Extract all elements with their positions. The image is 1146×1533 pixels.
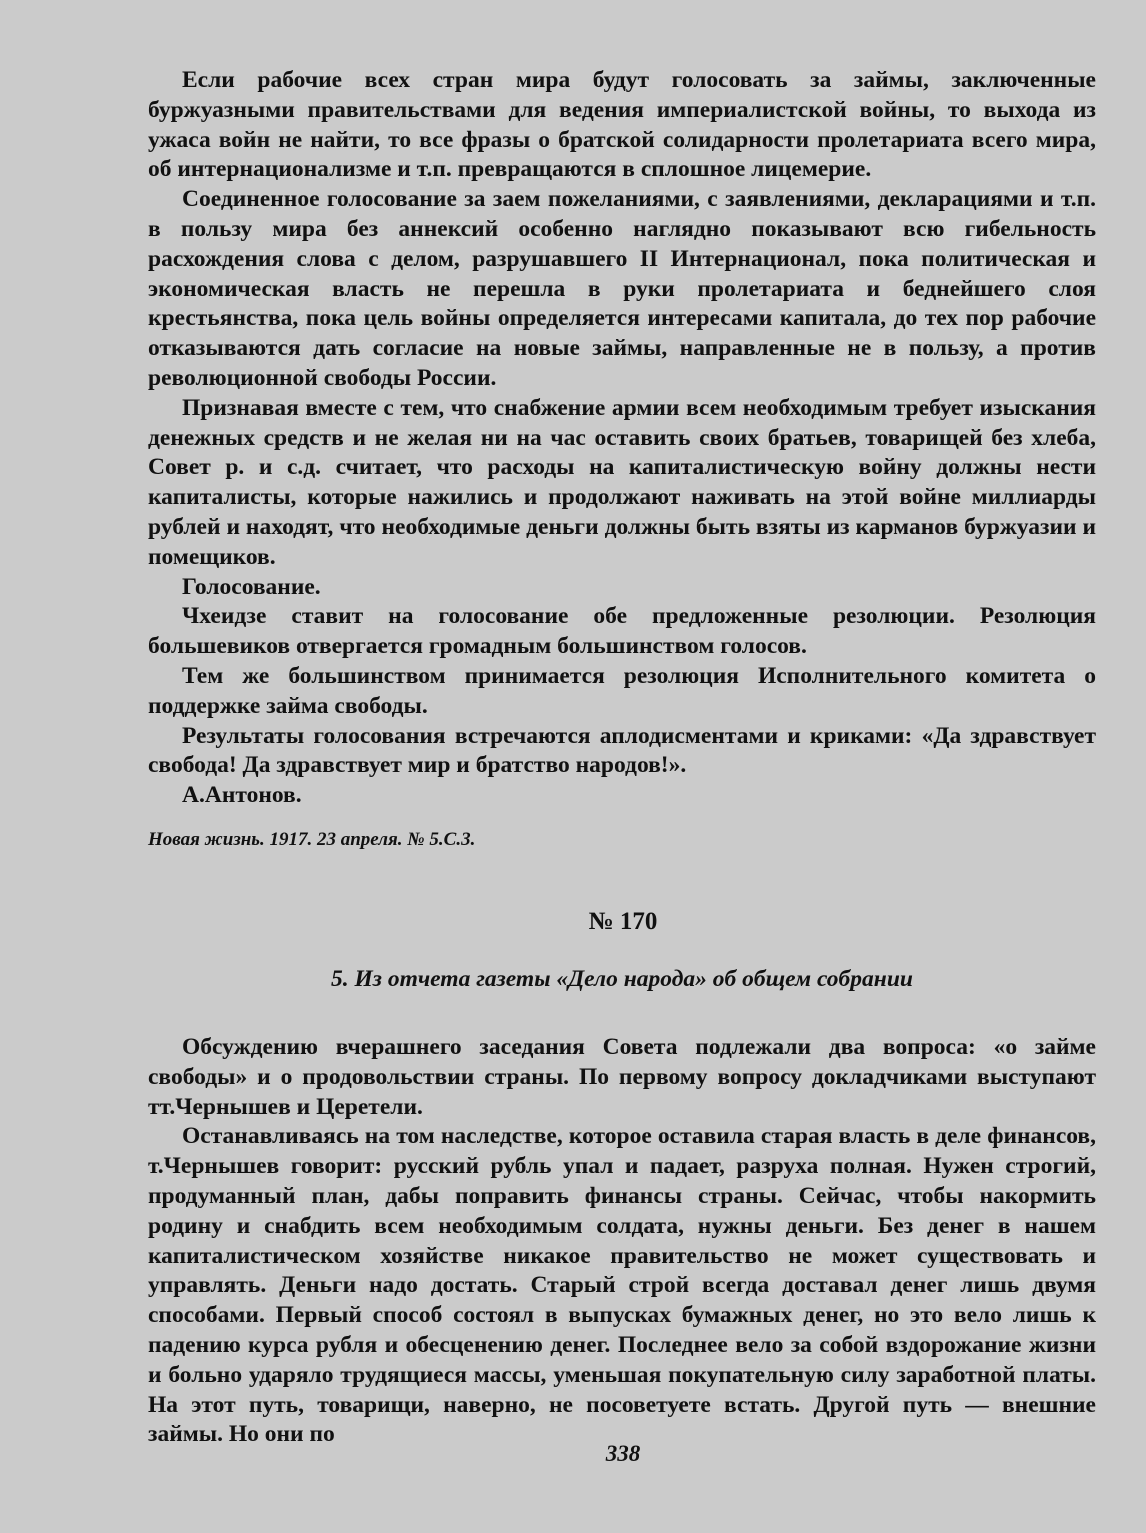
- section-2-text: [148, 1033, 1096, 1450]
- paragraph: Чхеидзе ставит на голосование обе предложенные резолюции. Резолюция большевиков отвергается громадным большинством голосов.: [148, 603, 1096, 660]
- paragraph: Признавая вместе с тем, что снабжение армии всем необходимым требует изыскания денежных средств и не желая ни на час оставить своих братьев, товарищей без хлеба, Совет р. и с.д. считает, что расходы на капиталистическую войну должны нести капиталисты, которые нажились и продолжают наживать на этой войне миллиарды рублей и находят, что необходимые деньги должны быть взяты из карманов буржуазии и помещиков.: [148, 394, 1096, 570]
- paragraph: Останавливаясь на том наследстве, которое оставила старая власть в деле финансов, т.Чернышев говорит: русский рубль упал и падает, разруха полная. Нужен строгий, продуманный план, дабы поправить финансы страны. Сейчас, чтобы накормить родину и снабдить всем необходимым солдата, нужны деньги. Без денег в нашем капиталистическом хозяйстве никакое правительство не может существовать и управлять. Деньги надо достать. Старый строй всегда доставал денег лишь двумя способами. Первый способ состоял в выпусках бумажных денег, но это вело лишь к падению курса рубля и обесценению денег. Последнее вело за собой вздорожание жизни и больно ударяло трудящиеся массы, уменьшая покупательную силу заработной платы. На этот путь, товарищи, наверно, не посоветуете встать. Другой путь — внешние займы. Но они по: [148, 1123, 1096, 1448]
- paragraph: Обсуждению вчерашнего заседания Совета подлежали два вопроса: «о займе свободы» и о продовольствии страны. По первому вопросу докладчиками выступают тт.Чернышев и Церетели.: [148, 1034, 1096, 1120]
- paragraph: Если рабочие всех стран мира будут голосовать за займы, заключенные буржуазными правительствами для ведения империалистской войны, то выхода из ужаса войн не найти, то все фразы о братской солидарности пролетариата всего мира, об интернационализме и т.п. превращаются в сплошное лицемерие.: [148, 67, 1096, 183]
- document-subtitle: 5. Из отчета газеты «Дело народа» об общем собрании: [331, 966, 913, 992]
- page-number: 338: [605, 1441, 641, 1466]
- paragraph: Результаты голосования встречаются аплодисментами и криками: «Да здравствует свобода! Да здравствует мир и братство народов!».: [148, 722, 1096, 779]
- document-number: № 170: [588, 908, 658, 935]
- signature-author: А.Антонов.: [182, 782, 302, 809]
- paragraph: Соединенное голосование за заем пожеланиями, с заявлениями, декларациями и т.п. в пользу мира без аннексий особенно наглядно показывают всю гибельность расхождения слова с делом, разрушавшего II Интернационал, пока политическая и экономическая власть не перешла в руки пролетариата и беднейшего слоя крестьянства, пока цель войны определяется интересами капитала, до тех пор рабочие отказываются дать согласие на новые займы, направленные не в пользу, а против революционной свободы России.: [148, 186, 1096, 391]
- paragraph: Голосование.: [182, 573, 321, 600]
- section-1-text: [148, 66, 1096, 811]
- source-citation: Новая жизнь. 1917. 23 апреля. № 5.С.3.: [148, 829, 476, 850]
- paragraph: Тем же большинством принимается резолюция Исполнительного комитета о поддержке займа свободы.: [148, 662, 1096, 719]
